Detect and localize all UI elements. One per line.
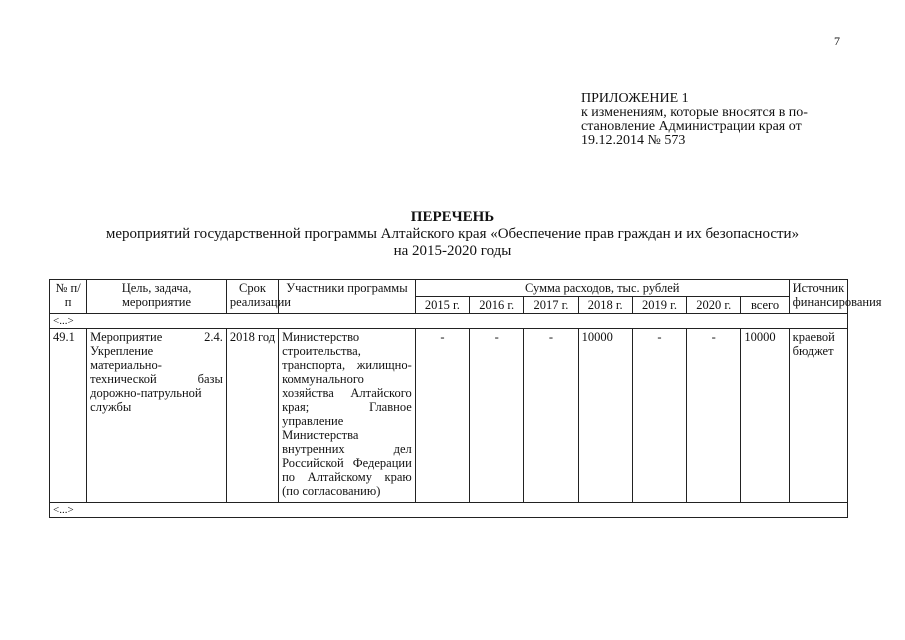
row-term: 2018 год	[226, 329, 278, 503]
title-period: на 2015-2020 годы	[393, 243, 512, 259]
row-participants: Министерство строительства, транспорта, жилищно-коммунального хозяйства Алтайского края; Главное управление Министерства внутренних дел Российской Федерации по Алтайскому краю (по согласованию)	[279, 329, 416, 503]
row-value-total: 10000	[741, 329, 789, 503]
header-sum: Сумма расходов, тыс. рублей	[415, 280, 789, 297]
appendix-block	[581, 92, 841, 148]
header-year: 2018 г.	[578, 297, 632, 314]
header-year: 2020 г.	[687, 297, 741, 314]
header-year: 2017 г.	[524, 297, 578, 314]
row-value-2016: -	[470, 329, 524, 503]
appendix-line: 19.12.2014 № 573	[581, 133, 686, 148]
skip-marker: <...>	[50, 503, 848, 518]
header-year: 2019 г.	[632, 297, 686, 314]
document-title	[0, 209, 905, 260]
table-row	[50, 329, 848, 503]
header-goal: Цель, задача, мероприятие	[87, 280, 227, 314]
page-number: 7	[834, 34, 840, 48]
header-year: 2015 г.	[415, 297, 469, 314]
header-source: Источник финансирования	[789, 280, 847, 314]
header-year: 2016 г.	[470, 297, 524, 314]
header-participants: Участники программы	[279, 280, 416, 314]
header-total: всего	[741, 297, 789, 314]
row-num: 49.1	[50, 329, 87, 503]
title-heading: ПЕРЕЧЕНЬ	[410, 209, 495, 225]
appendix-line: становление Администрации края от	[581, 119, 802, 134]
appendix-line: к изменениям, которые вносятся в по-	[581, 105, 808, 120]
row-value-2020: -	[687, 329, 741, 503]
appendix-title: ПРИЛОЖЕНИЕ 1	[581, 91, 689, 106]
row-value-2015: -	[415, 329, 469, 503]
header-num: № п/п	[50, 280, 87, 314]
row-value-2017: -	[524, 329, 578, 503]
row-value-2019: -	[632, 329, 686, 503]
row-value-2018: 10000	[578, 329, 632, 503]
header-row	[50, 280, 848, 297]
row-source: краевой бюджет	[789, 329, 847, 503]
skip-row	[50, 314, 848, 329]
row-goal: Мероприятие 2.4. Укрепление материально-технической базы дорожно-патрульной службы	[87, 329, 227, 503]
skip-row	[50, 503, 848, 518]
skip-marker: <...>	[50, 314, 848, 329]
header-term: Срок реализации	[226, 280, 278, 314]
measures-table	[49, 279, 882, 518]
title-subtitle: мероприятий государственной программы Алтайского края «Обеспечение прав граждан и их безопасности»	[105, 226, 800, 242]
